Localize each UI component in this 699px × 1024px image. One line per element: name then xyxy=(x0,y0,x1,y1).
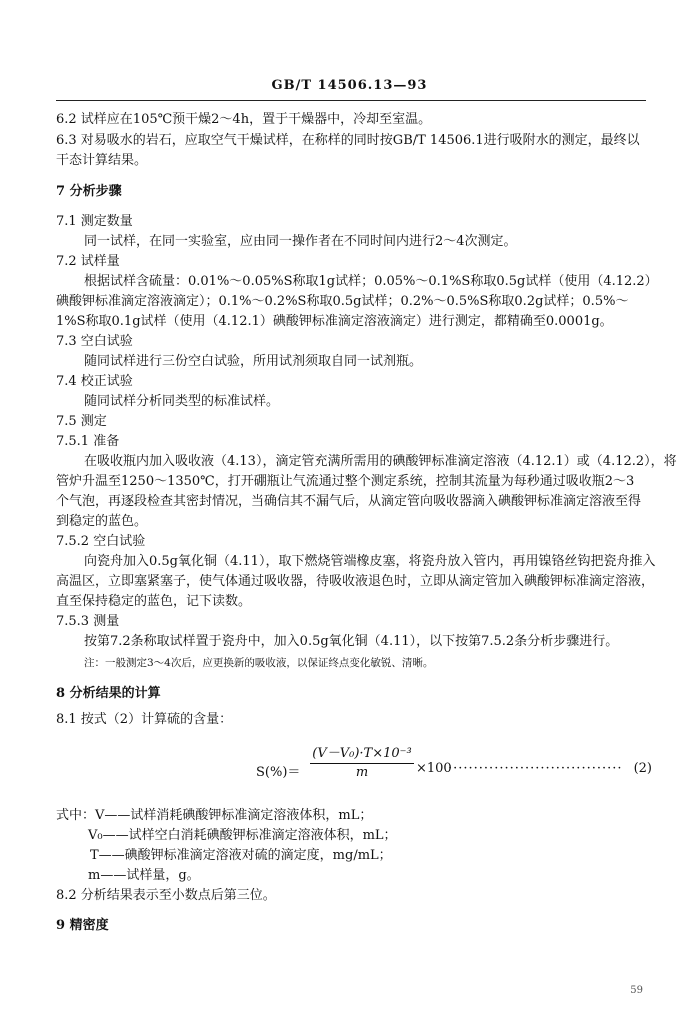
note-text: 注：一般测定3～4次后，应更换新的吸收液，以保证终点变化敏锐、清晰。 xyxy=(84,657,434,669)
clause-7-5-1-text-3: 个气泡，再逐段检查其密封情况，当确信其不漏气后，从滴定管向吸收器滴入碘酸钾标准滴定溶液至得 xyxy=(56,494,642,509)
clause-7-5-2-text-2: 高温区，立即塞紧塞子，使气体通过吸收器，待吸收液退色时，立即从滴定管加入碘酸钾标准滴定溶液， xyxy=(56,574,655,589)
formula-leader-dots: ·································· xyxy=(448,761,623,776)
section-7-heading: 7 分析步骤 xyxy=(56,184,122,199)
clause-7-4-heading: 7.4 校正试验 xyxy=(56,374,133,389)
clause-7-5-1-text-4: 到稳定的蓝色。 xyxy=(56,514,148,529)
clause-7-5-heading: 7.5 测定 xyxy=(56,414,107,429)
clause-7-2-text-1: 根据试样含硫量：0.01%～0.05%S称取1g试样；0.05%～0.1%S称取0.5g试样（使用（4.12.2） xyxy=(84,274,658,289)
page-number: 59 xyxy=(630,985,643,996)
clause-7-5-1-heading: 7.5.1 准备 xyxy=(56,434,120,449)
formula-fraction xyxy=(310,745,414,782)
clause-6-3-cont: 干态计算结果。 xyxy=(56,153,148,168)
where-v0: V₀——试样空白消耗碘酸钾标准滴定溶液体积，mL； xyxy=(88,828,397,843)
clause-7-1-text: 同一试样，在同一实验室，应由同一操作者在不同时间内进行2～4次测定。 xyxy=(84,234,517,249)
clause-7-5-1-text-2: 管炉升温至1250～1350℃，打开硼瓶让气流通过整个测定系统，控制其流量为每秒通过吸收瓶2～3 xyxy=(56,474,635,489)
clause-7-1-heading: 7.1 测定数量 xyxy=(56,214,133,229)
clause-7-5-1-text-1: 在吸收瓶内加入吸收液（4.13），滴定管充满所需用的碘酸钾标准滴定溶液（4.12.1）或（4.12.2），将 xyxy=(84,454,677,469)
where-v: 式中：V——试样消耗碘酸钾标准滴定溶液体积，mL； xyxy=(56,808,373,823)
clause-7-3-text: 随同试样进行三份空白试验，所用试剂须取自同一试剂瓶。 xyxy=(84,354,423,369)
clause-6-2: 6.2 试样应在105℃预干燥2～4h，置于干燥器中，冷却至室温。 xyxy=(56,112,432,127)
clause-7-5-2-text-3: 直至保持稳定的蓝色，记下读数。 xyxy=(56,594,252,609)
clause-7-3-heading: 7.3 空白试验 xyxy=(56,334,133,349)
clause-8-1: 8.1 按式（2）计算硫的含量： xyxy=(56,712,233,727)
clause-7-5-2-text-1: 向瓷舟加入0.5g氧化铜（4.11），取下燃烧管端橡皮塞，将瓷舟放入管内，再用镍铬丝钩把瓷舟推入 xyxy=(84,554,656,569)
where-t: T——碘酸钾标准滴定溶液对硫的滴定度，mg/mL； xyxy=(90,848,392,863)
formula-rhs: ×100 xyxy=(416,761,452,776)
section-9-heading: 9 精密度 xyxy=(56,918,109,933)
clause-7-2-heading: 7.2 试样量 xyxy=(56,254,120,269)
formula-numerator: (V－V₀)·T×10⁻³ xyxy=(312,746,412,761)
clause-7-5-3-text: 按第7.2条称取试样置于瓷舟中，加入0.5g氧化铜（4.11），以下按第7.5.2条分析步骤进行。 xyxy=(84,634,619,649)
formula-lhs: S(%)＝ xyxy=(256,765,301,780)
standard-code-header: GB/T 14506.13—93 xyxy=(271,78,428,93)
equation-number: (2) xyxy=(633,761,652,776)
where-m: m——试样量，g。 xyxy=(88,868,200,883)
sulfur-formula xyxy=(256,745,652,785)
clause-8-2: 8.2 分析结果表示至小数点后第三位。 xyxy=(56,888,276,903)
clause-7-2-text-2: 碘酸钾标准滴定溶液滴定）；0.1%～0.2%S称取0.5g试样；0.2%～0.5%S称取0.2g试样；0.5%～ xyxy=(56,294,629,309)
formula-denominator: m xyxy=(355,765,369,780)
clause-7-2-text-3: 1%S称取0.1g试样（使用（4.12.1）碘酸钾标准滴定溶液滴定）进行测定，都精确至0.0001g。 xyxy=(56,314,613,329)
clause-7-4-text: 随同试样分析同类型的标准试样。 xyxy=(84,394,280,409)
clause-7-5-3-heading: 7.5.3 测量 xyxy=(56,614,120,629)
section-8-heading: 8 分析结果的计算 xyxy=(56,686,161,701)
clause-7-5-2-heading: 7.5.2 空白试验 xyxy=(56,534,146,549)
clause-6-3: 6.3 对易吸水的岩石，应取空气干燥试样，在称样的同时按GB/T 14506.1进行吸附水的测定，最终以 xyxy=(56,133,640,148)
header-rule xyxy=(56,100,646,101)
